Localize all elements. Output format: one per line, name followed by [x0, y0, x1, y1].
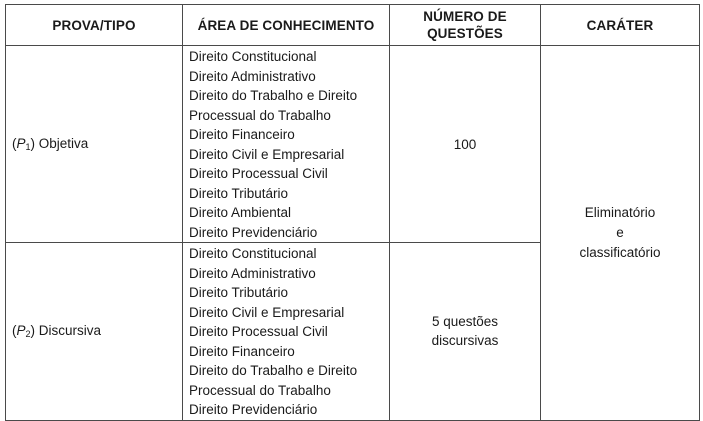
header-numero-line: NÚMERO DE — [423, 9, 507, 24]
area-item: Direito do Trabalho e Direito — [189, 363, 358, 378]
area-item: Direito Constitucional — [189, 246, 317, 261]
area-item: Direito Constitucional — [189, 49, 317, 64]
prova-tipo: Discursiva — [38, 323, 102, 339]
prova-subscript: 2 — [25, 329, 31, 340]
header-carater: CARÁTER — [541, 5, 700, 46]
prova-subscript: 1 — [25, 142, 31, 152]
area-item: Direito Tributário — [189, 285, 289, 300]
header-numero-line: QUESTÕES — [427, 26, 503, 41]
area-list — [189, 46, 389, 242]
area-item: Direito Tributário — [189, 185, 289, 201]
header-prova: PROVA/TIPO — [6, 5, 183, 46]
area-item: Direito Administrativo — [189, 68, 316, 84]
numero-cell — [390, 46, 541, 243]
numero-value: discursivas — [431, 333, 499, 349]
prova-letter: P — [16, 136, 26, 151]
header-numero — [390, 5, 541, 46]
carater-cell — [541, 46, 700, 421]
table-row — [6, 46, 700, 243]
carater-line: Eliminatório — [584, 204, 656, 220]
area-item: Direito Previdenciário — [189, 224, 318, 240]
table-header-row — [6, 5, 700, 46]
area-cell — [183, 46, 390, 243]
numero-cell — [390, 243, 541, 421]
area-item: Processual do Trabalho — [189, 382, 331, 398]
area-cell — [183, 243, 390, 421]
numero-value: 5 questões — [431, 314, 499, 330]
area-item: Direito Civil e Empresarial — [189, 146, 345, 162]
numero-value: 100 — [453, 136, 477, 152]
prova-tipo: Objetiva — [38, 136, 89, 151]
area-item: Direito do Trabalho e Direito — [189, 88, 358, 103]
area-item: Direito Previdenciário — [189, 402, 318, 417]
header-area: ÁREA DE CONHECIMENTO — [183, 5, 390, 46]
area-item: Direito Ambiental — [189, 205, 292, 220]
area-item: Direito Administrativo — [189, 265, 316, 281]
area-item: Processual do Trabalho — [189, 107, 331, 123]
area-item: Direito Processual Civil — [189, 166, 328, 181]
carater-line: classificatório — [579, 244, 661, 260]
area-item: Direito Civil e Empresarial — [189, 304, 345, 320]
area-item: Direito Processual Civil — [189, 324, 328, 339]
prova-cell: $(P_1)$ Objetiva — [6, 46, 183, 243]
carater-line: e — [616, 224, 624, 240]
prova-cell: $(P_2)$ Discursiva — [6, 243, 183, 421]
area-item: Direito Financeiro — [189, 127, 295, 142]
area-list — [189, 243, 389, 420]
exam-table — [5, 4, 700, 421]
area-item: Direito Financeiro — [189, 343, 295, 359]
prova-letter: P — [16, 323, 26, 339]
